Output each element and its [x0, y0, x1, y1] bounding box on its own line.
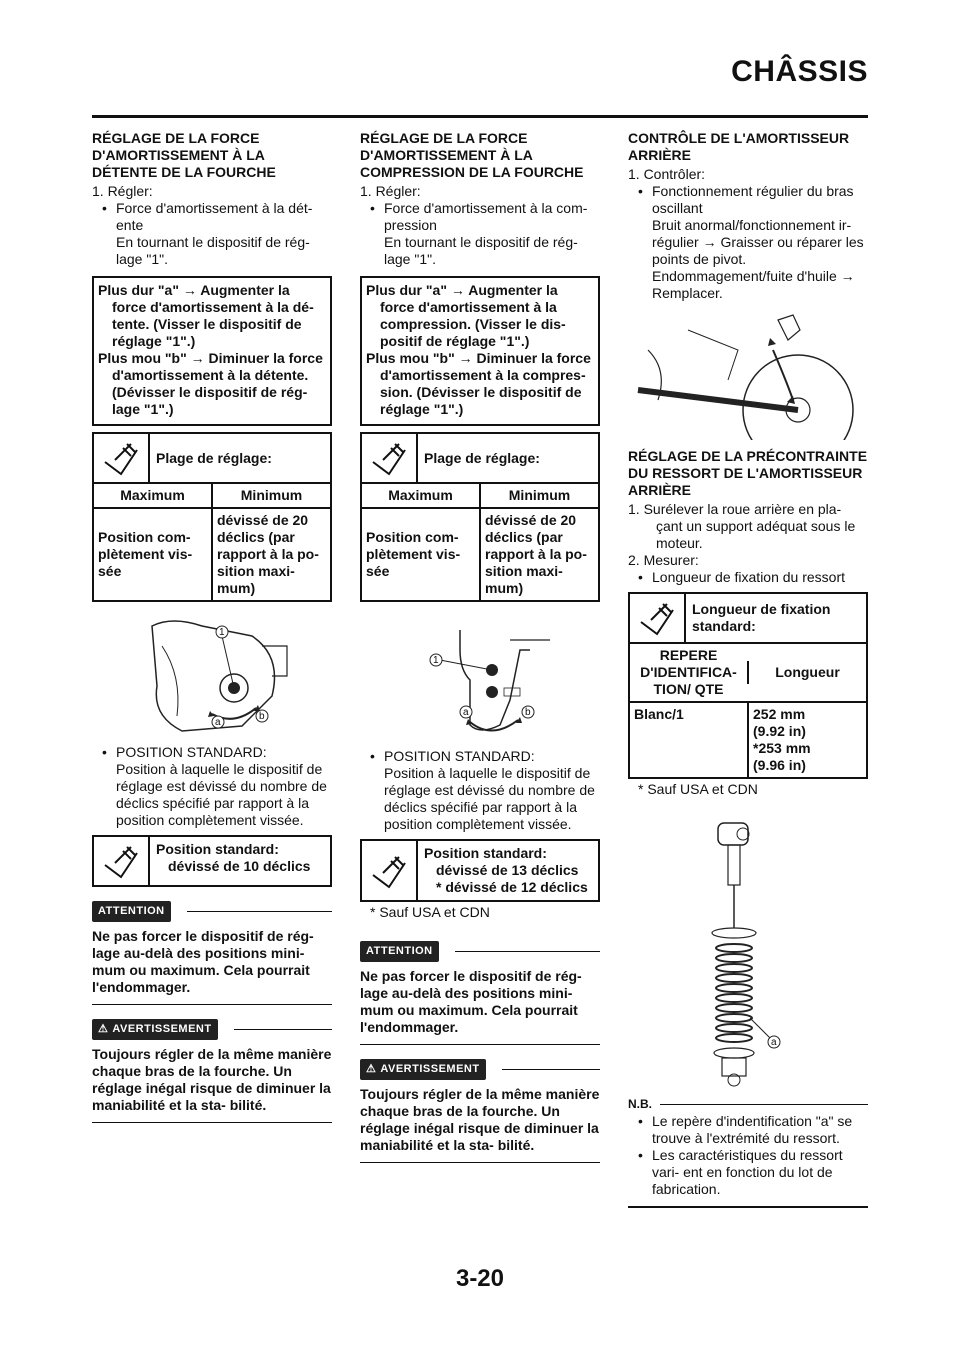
value-max: Position com- plètement vis- sée [98, 529, 193, 579]
column-rebound-damping [92, 130, 332, 1123]
warning-badge: ⚠ AVERTISSEMENT [92, 1019, 218, 1040]
step-text: 1. Régler: [360, 183, 421, 199]
bullet-text: • Force d'amortissement à la com- pression [360, 200, 600, 234]
spring-length-table [628, 592, 868, 779]
softer-text: Plus mou "b" → Diminuer la force d'amortissement à la compres- sion. (Dévisser le dispositif de réglage "1".) [366, 350, 591, 417]
footnote: * Sauf USA et CDN [638, 781, 758, 797]
callout-a: a [215, 717, 221, 728]
compression-adjuster-figure [400, 630, 560, 740]
spec-label: Plage de réglage: [424, 449, 540, 466]
attention-badge: ATTENTION [92, 901, 171, 922]
note-label: N.B. [628, 1097, 652, 1111]
callout-b: b [525, 707, 531, 718]
attention-text: Ne pas forcer le dispositif de rég- lage au-delà des positions mini- mum ou maximum. Cela pourrait l'endommager. [360, 968, 600, 1045]
adjust-direction-box [360, 276, 600, 426]
step-text: 1. Régler: [92, 183, 153, 199]
column-rear-shock [628, 130, 868, 1208]
bullet-subtext: Endommagement/fuite d'huile → Remplacer. [652, 268, 855, 301]
standard-position-box [92, 835, 332, 887]
note-item: • Le repère d'indentification "a" se trouve à l'extrémité du ressort. [628, 1113, 868, 1147]
note-item: • Les caractéristiques du ressort vari- ent en fonction du lot de fabrication. [628, 1147, 868, 1198]
wrench-icon [94, 434, 150, 482]
wrench-icon [94, 837, 150, 885]
spec-label: Longueur de fixation standard: [692, 601, 831, 634]
adjust-range-table [92, 432, 332, 602]
swingarm-figure [628, 310, 868, 440]
col-header-max: Maximum [120, 487, 185, 503]
standard-position-bullet: • POSITION STANDARD: [92, 744, 332, 761]
note-rule [628, 1206, 868, 1208]
spec-label: Position standard: [424, 845, 547, 861]
spec-label: Plage de réglage: [156, 449, 272, 466]
callout-1: 1 [219, 627, 225, 638]
header-rule [92, 115, 868, 118]
wrench-icon [362, 434, 418, 482]
column-compression-damping [360, 130, 600, 1163]
value-length-alt-in: (9.96 in) [753, 757, 806, 773]
standard-position-text: Position à laquelle le dispositif de réglage est dévissé du nombre de déclics spécifié par rapport à la position complètement vissée. [116, 761, 327, 828]
value-min: dévissé de 20 déclics (par rapport à la po- sition maxi- mum) [211, 509, 330, 600]
warning-badge: ⚠ AVERTISSEMENT [360, 1059, 486, 1080]
warning-header [92, 1019, 332, 1040]
section-heading: RÉGLAGE DE LA FORCE D'AMORTISSEMENT À LA DÉTENTE DE LA FOURCHE [92, 130, 276, 180]
spec-value: dévissé de 13 déclics [436, 862, 579, 878]
softer-text: Plus mou "b" → Diminuer la force d'amortissement à la détente. (Dévisser le dispositif de rég- lage "1".) [98, 350, 323, 417]
value-length-in: (9.92 in) [753, 723, 806, 739]
section-heading: RÉGLAGE DE LA FORCE D'AMORTISSEMENT À LA COMPRESSION DE LA FOURCHE [360, 130, 584, 180]
step-text: 1. Surélever la roue arrière en pla- çant un support adéquat sous le moteur. [628, 501, 856, 551]
step-text: 2. Mesurer: [628, 552, 699, 568]
col-header-length: Longueur [747, 661, 866, 684]
shock-spring-figure [698, 818, 798, 1088]
bullet-subtext: En tournant le dispositif de rég- lage "1". [116, 234, 310, 267]
wrench-icon [630, 594, 686, 642]
section-heading: RÉGLAGE DE LA PRÉCONTRAINTE DU RESSORT DE L'AMORTISSEUR ARRIÈRE [628, 448, 868, 498]
bullet-text: • Longueur de fixation du ressort [628, 569, 868, 586]
warning-icon: ⚠ [98, 1023, 109, 1035]
warning-icon: ⚠ [366, 1063, 377, 1075]
bullet-subtext: Bruit anormal/fonctionnement ir- régulier → Graisser ou réparer les points de pivot. [652, 217, 864, 267]
value-length-alt: *253 mm [753, 740, 811, 756]
attention-text: Ne pas forcer le dispositif de rég- lage au-delà des positions mini- mum ou maximum. Cela pourrait l'endommager. [92, 928, 332, 1005]
attention-header [92, 901, 332, 922]
value-min: dévissé de 20 déclics (par rapport à la po- sition maxi- mum) [479, 509, 598, 600]
bullet-text: • Force d'amortissement à la dét- ente [92, 200, 332, 234]
col-header-id: REPERE D'IDENTIFICA- TION/ QTE [640, 647, 737, 697]
note-header [628, 1096, 868, 1113]
spec-label: Position standard: [156, 841, 279, 857]
value-id: Blanc/1 [634, 706, 684, 722]
adjust-direction-box [92, 276, 332, 426]
wrench-icon [362, 841, 418, 900]
harder-text: Plus dur "a" → Augmenter la force d'amortissement à la dé- tente. (Visser le dispositif de réglage "1".) [98, 282, 314, 349]
callout-b: b [259, 711, 265, 722]
attention-badge: ATTENTION [360, 941, 439, 962]
callout-a: a [463, 707, 469, 718]
warning-text: Toujours régler de la même manière chaque bras de la fourche. Un réglage inégal risque de diminuer la maniabilité et la sta- bilité. [360, 1086, 600, 1163]
callout-1: 1 [433, 655, 439, 666]
value-length: 252 mm [753, 706, 806, 722]
warning-header [360, 1059, 600, 1080]
attention-header [360, 941, 600, 962]
col-header-max: Maximum [388, 487, 453, 503]
section-heading: CONTRÔLE DE L'AMORTISSEUR ARRIÈRE [628, 130, 850, 163]
rebound-adjuster-figure [122, 616, 302, 736]
adjust-range-table [360, 432, 600, 602]
page-title: CHÂSSIS [731, 55, 868, 88]
warning-text: Toujours régler de la même manière chaque bras de la fourche. Un réglage inégal risque de diminuer la maniabilité et la sta- bilité. [92, 1046, 332, 1123]
page-number: 3-20 [455, 1265, 505, 1292]
footnote: * Sauf USA et CDN [370, 904, 490, 920]
harder-text: Plus dur "a" → Augmenter la force d'amortissement à la compression. (Visser le dis- positif de réglage "1".) [366, 282, 566, 349]
bullet-subtext: En tournant le dispositif de rég- lage "1". [384, 234, 578, 267]
standard-position-text: Position à laquelle le dispositif de réglage est dévissé du nombre de déclics spécifié par rapport à la position complètement vissée. [384, 765, 595, 832]
standard-position-box [360, 839, 600, 902]
standard-position-bullet: • POSITION STANDARD: [360, 748, 600, 765]
step-text: 1. Contrôler: [628, 166, 706, 182]
spec-value: dévissé de 10 déclics [168, 858, 311, 874]
bullet-text: • Fonctionnement régulier du bras oscillant [628, 183, 868, 217]
callout-a: a [771, 1037, 777, 1048]
col-header-min: Minimum [479, 484, 598, 507]
spec-value-alt: * dévissé de 12 déclics [436, 879, 588, 895]
col-header-min: Minimum [211, 484, 330, 507]
value-max: Position com- plètement vis- sée [366, 529, 461, 579]
